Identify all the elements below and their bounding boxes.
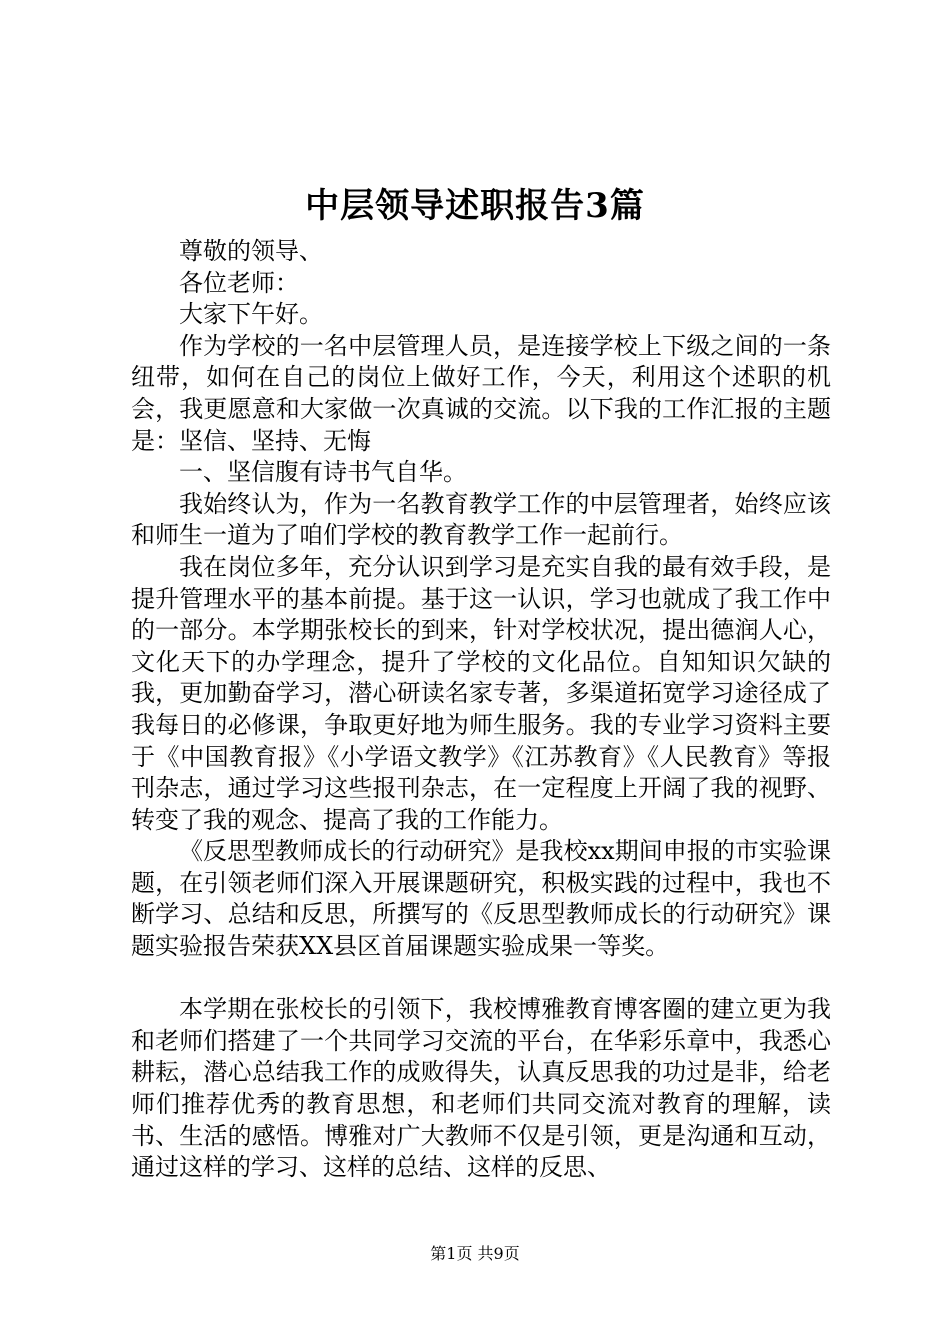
- intro-paragraph: 作为学校的一名中层管理人员，是连接学校上下级之间的一条纽带，如何在自己的岗位上做好工作，今天，利用这个述职的机会，我更愿意和大家做一次真诚的交流。以下我的工作汇报的主题是：坚信、坚持、无悔: [131, 331, 831, 455]
- body-paragraph-belief: 我始终认为，作为一名教育教学工作的中层管理者，始终应该和师生一道为了咱们学校的教育教学工作一起前行。: [131, 489, 831, 550]
- salutation-teachers: 各位老师：: [179, 268, 299, 297]
- paragraph-gap: [131, 963, 831, 995]
- body-paragraph-study: 我在岗位多年，充分认识到学习是充实自我的最有效手段，是提升管理水平的基本前提。基于这一认识，学习也就成了我工作中的一部分。本学期张校长的到来，针对学校状况，提出德润人心，文化天下的办学理念，提升了学校的文化品位。自知知识欠缺的我，更加勤奋学习，潜心研读名家专著，多渠道拓宽学习途径成了我每日的必修课，争取更好地为师生服务。我的专业学习资料主要于《中国教育报》《小学语文教学》《江苏教育》《人民教育》等报刊杂志，通过学习这些报刊杂志，在一定程度上开阔了我的视野、转变了我的观念、提高了我的工作能力。: [131, 552, 831, 834]
- document-body: [131, 236, 831, 1184]
- page-number-footer: 第1页 共9页: [430, 1244, 520, 1263]
- body-paragraph-blog: 本学期在张校长的引领下，我校博雅教育博客圈的建立更为我和老师们搭建了一个共同学习交流的平台，在华彩乐章中，我悉心耕耘，潜心总结我工作的成败得失，认真反思我的功过是非，给老师们推荐优秀的教育思想，和老师们共同交流对教育的理解，读书、生活的感悟。博雅对广大教师不仅是引领，更是沟通和互动，通过这样的学习、这样的总结、这样的反思、: [131, 995, 831, 1182]
- greeting: 大家下午好。: [179, 300, 323, 329]
- document-title: 中层领导述职报告3篇: [305, 186, 645, 226]
- salutation-leaders: 尊敬的领导、: [179, 237, 323, 265]
- body-paragraph-research: 《反思型教师成长的行动研究》是我校xx期间申报的市实验课题，在引领老师们深入开展课题研究，积极实践的过程中，我也不断学习、总结和反思，所撰写的《反思型教师成长的行动研究》课题实验报告荣获XX县区首届课题实验成果一等奖。: [131, 837, 831, 961]
- section-heading-1: 一、坚信腹有诗书气自华。: [179, 458, 467, 487]
